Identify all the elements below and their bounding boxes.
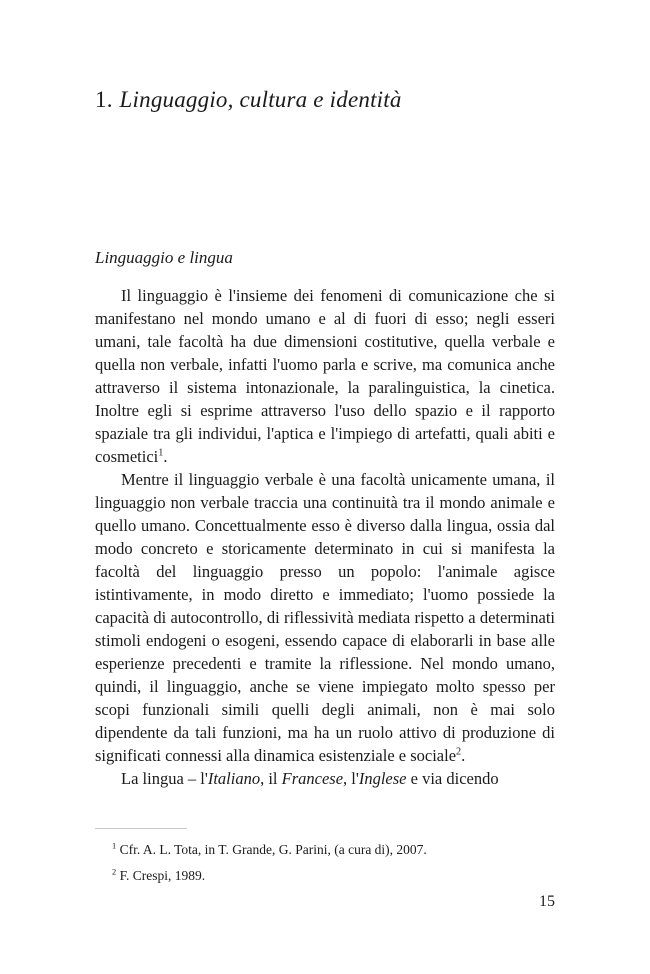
body-paragraph-3: La lingua – l'Italiano, il Francese, l'Inglese e via dicendo xyxy=(121,768,499,788)
footnote-2-mark: 2 xyxy=(112,867,117,877)
footnote-separator xyxy=(95,828,187,829)
footnote-2 xyxy=(95,866,555,885)
footnote-1 xyxy=(95,840,555,859)
body-paragraph-2: Mentre il linguaggio verbale è una facoltà unicamente umana, il linguaggio non verbale traccia una continuità tra il mondo animale e quello umano. Concettualmente esso è diverso dalla lingua, ossia dal modo concreto e storicamente determinato in cui si manifesta la facoltà del linguaggio presso un popolo: l'animale agisce istintivamente, in modo diretto e immediato; l'uomo possiede la capacità di autocontrollo, di riflessività mediata rispetto a determinati stimoli endogeni o esogeni, essendo capace di elaborarli in base alle esperienze precedenti e tramite la riflessione. Nel mondo umano, quindi, il linguaggio, anche se viene impiegato molto spesso per scopi funzionali simili quelli degli animali, non è mai solo dipendente da tali funzioni, ma ha un ruolo attivo di produzione di significati connessi alla dinamica esistenziale e sociale$^2$. xyxy=(95,469,555,765)
footnote-1-text: Cfr. A. L. Tota, in T. Grande, G. Parini, (a cura di), 2007. xyxy=(119,842,427,857)
body-paragraph-1: Il linguaggio è l'insieme dei fenomeni di comunicazione che si manifestano nel mondo umano e al di fuori di esso; negli esseri umani, tale facoltà ha due dimensioni costitutive, quella verbale e quella non verbale, infatti l'uomo parla e scrive, ma comunica anche attraverso il sistema intonazionale, la paralinguistica, la cinetica. Inoltre egli si esprime attraverso l'uso dello spazio e il rapporto spaziale tra gli individui, l'aptica e l'impiego di artefatti, quali abiti e cosmetici$^1$. xyxy=(95,285,555,466)
footnote-2-text: F. Crespi, 1989. xyxy=(119,868,206,883)
chapter-number: 1. xyxy=(95,87,113,112)
page-number: 15 xyxy=(539,893,555,910)
chapter-title xyxy=(95,86,555,115)
footnote-area xyxy=(95,828,555,892)
body-text xyxy=(95,284,555,790)
section-title: Linguaggio e lingua xyxy=(95,247,233,267)
footnote-1-mark: 1 xyxy=(112,841,117,851)
chapter-name: Linguaggio, cultura e identità xyxy=(119,87,402,112)
